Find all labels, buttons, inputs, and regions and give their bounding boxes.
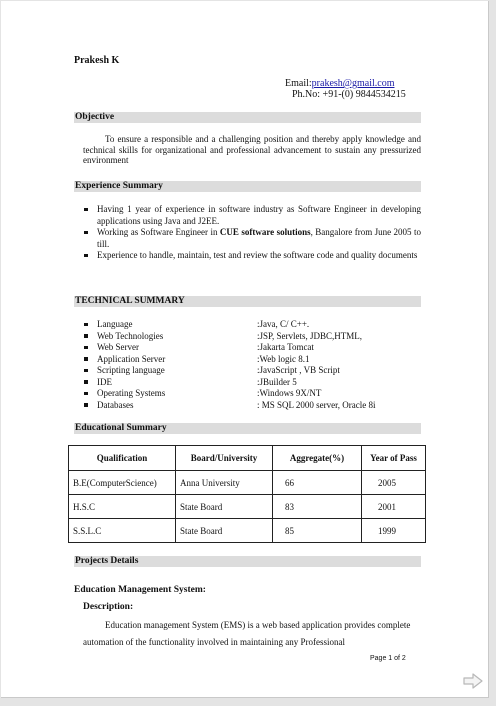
projects-heading: Projects Details [74,556,421,567]
email-link[interactable]: prakesh@gmail.com [311,78,395,89]
tech-value: :JBuilder 5 [257,376,297,387]
tech-value: :Web logic 8.1 [257,353,310,364]
tech-label: Application Server [97,353,166,364]
tech-value: :Windows 9X/NT [257,388,322,398]
tech-label: Web Server [97,342,140,352]
phone-number: Ph.No: +91-(0) 9844534215 [292,89,406,100]
tech-value: :JavaScript , VB Script [257,365,340,375]
experience-list [83,204,421,262]
table-cell: 2005 [362,471,426,495]
tech-value: : MS SQL 2000 server, Oracle 8i [257,399,376,410]
company-name: CUE software solutions [219,227,311,237]
next-arrow-icon[interactable] [462,672,484,690]
next-arrow-shape [464,674,482,688]
table-cell: 85 [273,519,362,543]
table-cell: 2001 [362,495,426,519]
email-line [285,78,394,89]
tech-label: Web Technologies [97,330,164,341]
tech-label: Scripting language [97,365,165,375]
tech-item [83,365,421,377]
tech-value: :Jakarta Tomcat [257,342,314,352]
tech-label: IDE [97,376,112,387]
education-table [68,445,426,543]
objective-heading: Objective [74,112,421,123]
tech-item [83,388,421,400]
resume-page [1,1,489,698]
project-title: Education Management System: [74,585,206,595]
table-cell: State Board [176,519,273,543]
column-header: Aggregate(%) [273,446,362,471]
project-description-label: Description: [83,602,134,612]
column-header: Qualification [69,446,176,471]
table-cell: H.S.C [69,495,176,519]
experience-item [83,227,421,250]
table-row [69,471,426,495]
experience-item: Experience to handle, maintain, test and review the software code and quality documents [83,250,421,262]
table-cell: 1999 [362,519,426,543]
tech-label: Operating Systems [97,388,166,398]
table-cell: 66 [273,471,362,495]
project-description: Education management System (EMS) is a web based application provides complete automation of the functionality involved in maintaining any Professional [83,620,411,647]
table-cell: State Board [176,495,273,519]
tech-item [83,400,421,412]
tech-label: Databases [97,399,134,410]
column-header: Year of Pass [362,446,426,471]
column-header: Board/University [176,446,273,471]
experience-item-text: , Bangalore from June 2005 to till. [97,227,421,249]
email-label: Email: [285,78,312,89]
table-row [69,495,426,519]
table-row [69,519,426,543]
tech-item [83,377,421,389]
table-cell: S.S.L.C [69,519,176,543]
education-heading: Educational Summary [74,423,421,434]
experience-item: Having 1 year of experience in software industry as Software Engineer in developing applications using Java and J2EE. [83,204,421,227]
tech-value: :JSP, Servlets, JDBC,HTML, [257,330,363,341]
tech-item [83,331,421,343]
technical-heading: TECHNICAL SUMMARY [74,296,421,307]
tech-item [83,342,421,354]
tech-item [83,319,421,331]
tech-value: :Java, C/ C++. [257,319,310,329]
page-number: Page 1 of 2 [370,655,406,662]
technical-list [83,319,421,411]
candidate-name: Prakesh K [74,55,120,66]
experience-heading: Experience Summary [74,181,421,192]
table-cell: Anna University [176,471,273,495]
objective-text: To ensure a responsible and a challenging position and thereby apply knowledge and technical skills for organizational and professional advancement to sustain any pressurized environment [83,134,421,165]
experience-item-text: Working as Software Engineer in [97,227,220,237]
table-cell: B.E(ComputerScience) [69,471,176,495]
tech-label: Language [97,319,133,329]
table-cell: 83 [273,495,362,519]
tech-item [83,354,421,366]
table-header-row [69,446,426,471]
